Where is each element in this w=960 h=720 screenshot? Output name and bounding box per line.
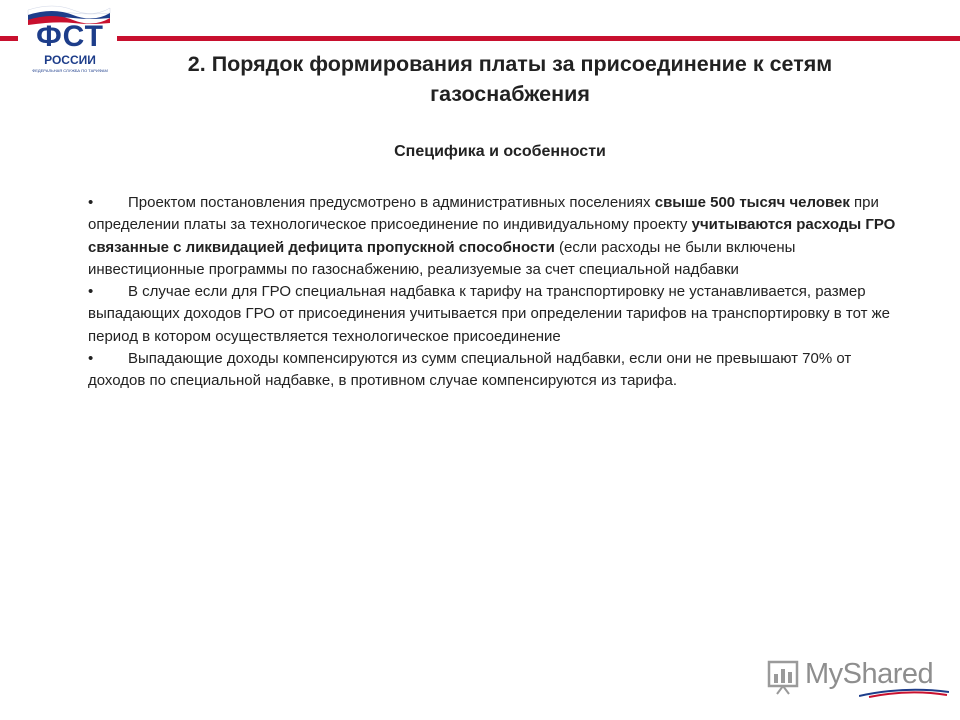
watermark-swoosh-icon [859, 688, 949, 698]
bullet-text: (если расходы не были включены инвестиционные программы по газоснабжению, реализуемые за счет специальной надбавки [88, 238, 796, 278]
bullet-icon: • [88, 283, 94, 301]
bullet-icon: • [88, 350, 94, 368]
bullet-text: Выпадающие доходы компенсируются из сумм специальной надбавки, если они не превышают 70% от доходов по специальной надбавке, в противном случае компенсируются из тарифа. [88, 350, 852, 390]
bullet-item [88, 281, 910, 348]
page-title [110, 49, 910, 109]
header-accent-line [0, 36, 960, 41]
presentation-icon [767, 656, 803, 696]
bullet-emphasis: свыше 500 тысяч человек [654, 194, 855, 211]
bullet-text: при определении платы за технологическое присоединение по индивидуальному проекту [88, 194, 879, 234]
title-line-2: газоснабжения [430, 82, 590, 106]
watermark-text: MyShared [805, 658, 934, 690]
bullet-icon: • [88, 194, 94, 211]
bullet-list [88, 192, 910, 393]
myshared-watermark [767, 654, 952, 700]
logo-country: РОССИИ [44, 53, 96, 67]
title-line-1: 2. Порядок формирования платы за присоединение к сетям [187, 52, 833, 76]
logo-abbr: ФСТ [36, 20, 104, 53]
bullet-text: Проектом постановления предусмотрено в административных поселениях [128, 194, 655, 211]
bullet-item [88, 192, 910, 281]
logo-tagline: ФЕДЕРАЛЬНАЯ СЛУЖБА ПО ТАРИФАМ [32, 68, 108, 73]
section-subtitle: Специфика и особенности [394, 143, 606, 160]
bullet-emphasis: учитываются расходы ГРО связанные с ликвидацией дефицита пропускной способности [88, 216, 896, 256]
fst-logo [18, 0, 117, 108]
bullet-text: В случае если для ГРО специальная надбавка к тарифу на транспортировку не устанавливается, размер выпадающих доходов ГРО от присоединения учитывается при определении тарифов на транспортировку в тот же период в котором осуществляется технологическое присоединение [88, 283, 891, 345]
bullet-item [88, 348, 910, 393]
